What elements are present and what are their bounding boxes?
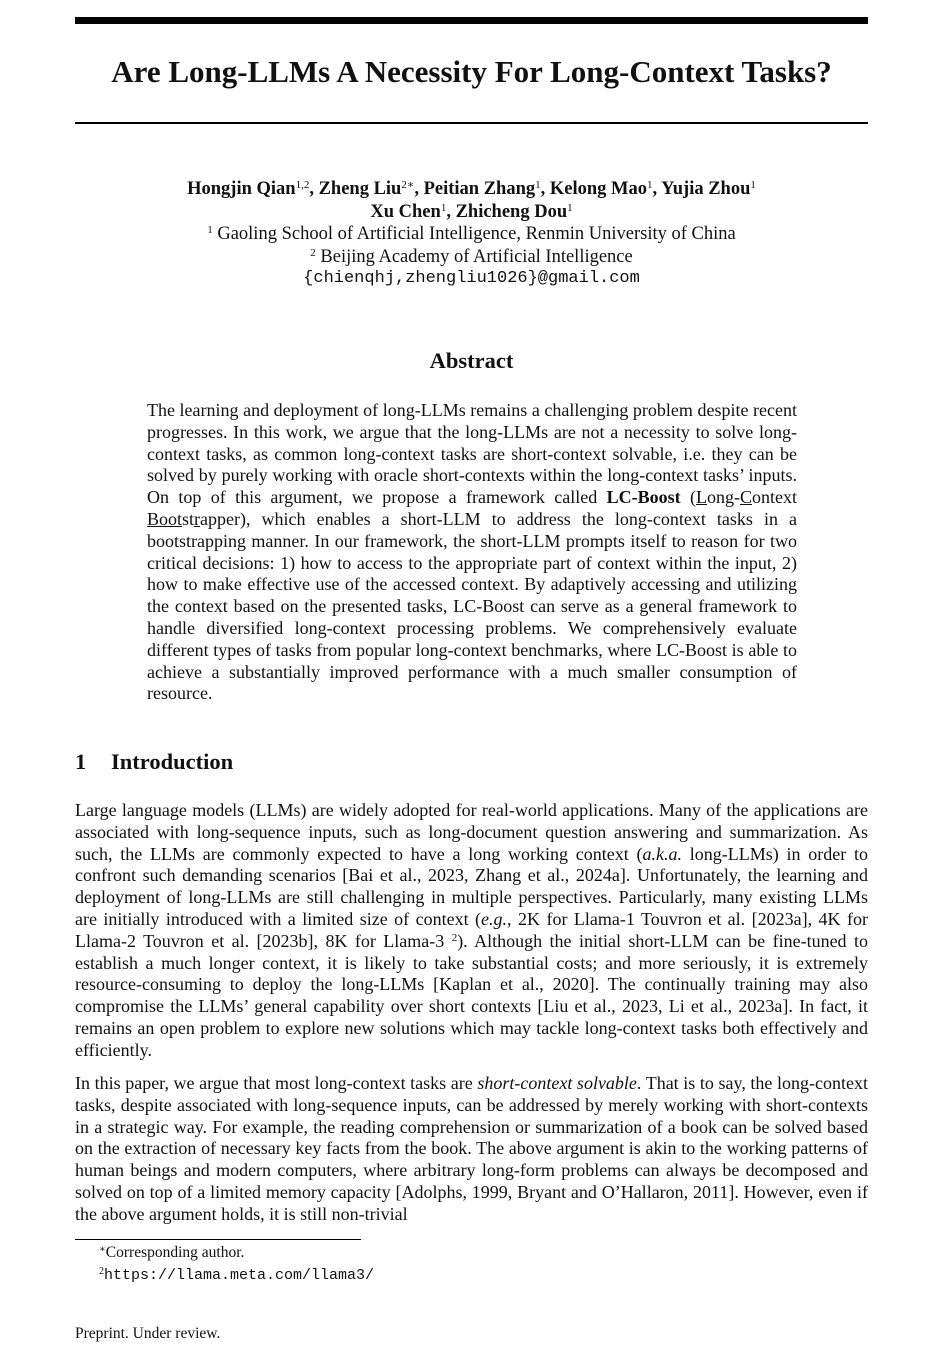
affiliation-text: Beijing Academy of Artificial Intelligence	[320, 246, 633, 267]
abstract-text-part: (	[680, 487, 696, 508]
lc-boost-name: LC-Boost	[606, 487, 681, 508]
author-separator: ,	[414, 179, 424, 199]
author-names-line-1	[75, 178, 868, 201]
paragraph-text: In this paper, we argue that most long-context tasks are	[75, 1073, 478, 1093]
italic-text: e.g.	[481, 908, 508, 929]
author-separator: ,	[540, 179, 550, 199]
paragraph-text: ). Although the initial short-LLM can be fine-tuned to establish a much longer context, it is likely to take substantial costs; and more seriously, it is extremely resource-consuming to deploy the long-LLMs [Kaplan et al., 2020]. The continually training may also compromise the LLMs’ general capability over short contexts [Liu et al., 2023, Li et al., 2023a]. In fact, it remains an open problem to explore new solutions which may tackle long-context tasks both effectively and efficiently.	[75, 930, 868, 1060]
title-top-rule	[75, 17, 868, 24]
footnote-2	[99, 1265, 374, 1286]
footnote-url[interactable]: https://llama.meta.com/llama3/	[104, 1267, 375, 1284]
paragraph-text: , 2K for Llama-1 Touvron et al. [2023a], 4K for Llama-2 Touvron et al. [2023b], 8K for Llama-3	[75, 908, 868, 951]
intro-paragraph-1	[75, 800, 868, 1062]
paragraph-text: . That is to say, the long-context tasks, despite associated with long-sequence inputs, can be addressed by merely working with short-contexts in a strategic way. For example, the reading comprehension or summarization of a book can be solved based on the extraction of necessary key facts from the book. The above argument is akin to the working patterns of human beings and modern computers, where arbitrary long-form problems can always be decomposed and solved on top of a limited memory capacity [Adolphs, 1999, Bryant and O’Hallaron, 2011]. However, even if the above argument holds, it is still non-trivial	[75, 1073, 868, 1224]
author-name: Peitian Zhang	[423, 179, 536, 199]
section-number: 1	[75, 749, 87, 774]
paragraph-text: Large language models (LLMs) are widely adopted for real-world applications. Many of the applications are associated with long-sequence inputs, such as long-document question answering and summarization. As such, the LLMs are commonly expected to have a long working context (	[75, 800, 868, 864]
corresponding-mark: ∗	[406, 179, 415, 191]
abstract-text-part: apper)	[200, 508, 246, 529]
abstract-text-part: ong-	[707, 487, 740, 508]
section-heading-introduction	[75, 748, 868, 776]
preprint-notice: Preprint. Under review.	[75, 1325, 221, 1342]
footnote-text: Corresponding author.	[105, 1244, 245, 1261]
author-emails: {chienqhj,zhengliu1026}@gmail.com	[303, 269, 640, 288]
author-separator: ,	[652, 179, 662, 199]
acronym-letter: C	[740, 487, 753, 508]
affil-number: 2	[401, 179, 407, 191]
acronym-letter: r	[194, 508, 201, 529]
footnote-rule	[75, 1239, 361, 1240]
author-affil-mark: 1	[750, 179, 756, 191]
author-name: Hongjin Qian	[187, 179, 296, 199]
affil-number: 2	[310, 246, 316, 259]
italic-text: short-context solvable	[477, 1073, 637, 1093]
paragraph-text: long-LLMs) in order to confront such demanding scenarios [Bai et al., 2023, Zhang et al., 2024a]. Unfortunately, the learning and deployment of long-LLMs are still challenging in multiple perspectives. Particularly, many existing LLMs are initially introduced with a limited size of context (	[75, 843, 868, 929]
affil-number: 1	[207, 224, 213, 236]
abstract-text-part: The learning and deployment of long-LLMs remains a challenging problem despite recent progresses. In this work, we argue that the long-LLMs are not a necessity to solve long-context tasks, as common long-context tasks are short-context solvable, i.e. they can be solved by purely working with oracle short-contexts within the long-context tasks’ inputs. On top of this argument, we propose a framework called	[147, 400, 797, 508]
intro-paragraph-2	[75, 1073, 868, 1226]
paper-title: Are Long-LLMs A Necessity For Long-Context Tasks?	[111, 54, 832, 89]
footnote-1	[99, 1243, 244, 1263]
author-affil-mark: 1	[647, 179, 653, 191]
abstract-heading: Abstract	[429, 348, 514, 373]
footnote-mark: ∗	[99, 1244, 106, 1255]
title-bottom-rule	[75, 122, 868, 124]
abstract-text	[147, 400, 797, 705]
section-title: Introduction	[111, 749, 234, 774]
author-name: Zheng Liu	[318, 179, 402, 199]
affiliation-2	[75, 246, 868, 269]
acronym-letter: L	[696, 487, 707, 508]
author-affil-mark: 1,2	[295, 179, 310, 191]
author-affil-mark: 1	[567, 201, 573, 214]
acronym-letter: Boot	[147, 508, 183, 529]
abstract-text-part: , which enables a short-LLM to address the long-context tasks in a bootstrapping manner. In our framework, the short-LLM prompts itself to reason for two critical decisions: 1) how to access to the appropriate part of context within the input, 2) how to make effective use of the accessed context. By adaptively accessing and utilizing the context based on the presented tasks, LC-Boost can serve as a general framework to handle diversified long-context processing problems. We comprehensively evaluate different types of tasks from popular long-context benchmarks, where LC-Boost is able to achieve a substantially improved performance with a much smaller consumption of resource.	[147, 508, 797, 704]
author-separator: ,	[309, 179, 319, 199]
author-names-line-2	[75, 201, 868, 224]
author-affil-mark: 1	[535, 179, 541, 191]
author-name: Xu Chen	[370, 201, 441, 222]
footnote-mark: 2	[99, 1266, 104, 1277]
author-separator: ,	[446, 201, 456, 222]
affiliation-1	[75, 223, 868, 246]
author-name: Zhicheng Dou	[455, 201, 568, 222]
abstract-text-part: st	[182, 508, 195, 529]
author-affil-mark	[401, 179, 414, 191]
abstract-text-part: ontext	[752, 487, 798, 508]
footnote-reference: 2	[451, 931, 458, 944]
author-name: Yujia Zhou	[661, 179, 751, 199]
author-block	[75, 178, 868, 291]
author-affil-mark: 1	[440, 201, 447, 214]
affiliation-text: Gaoling School of Artificial Intelligence, Renmin University of China	[217, 224, 736, 244]
author-name: Kelong Mao	[549, 179, 648, 199]
italic-text: a.k.a.	[642, 843, 682, 864]
